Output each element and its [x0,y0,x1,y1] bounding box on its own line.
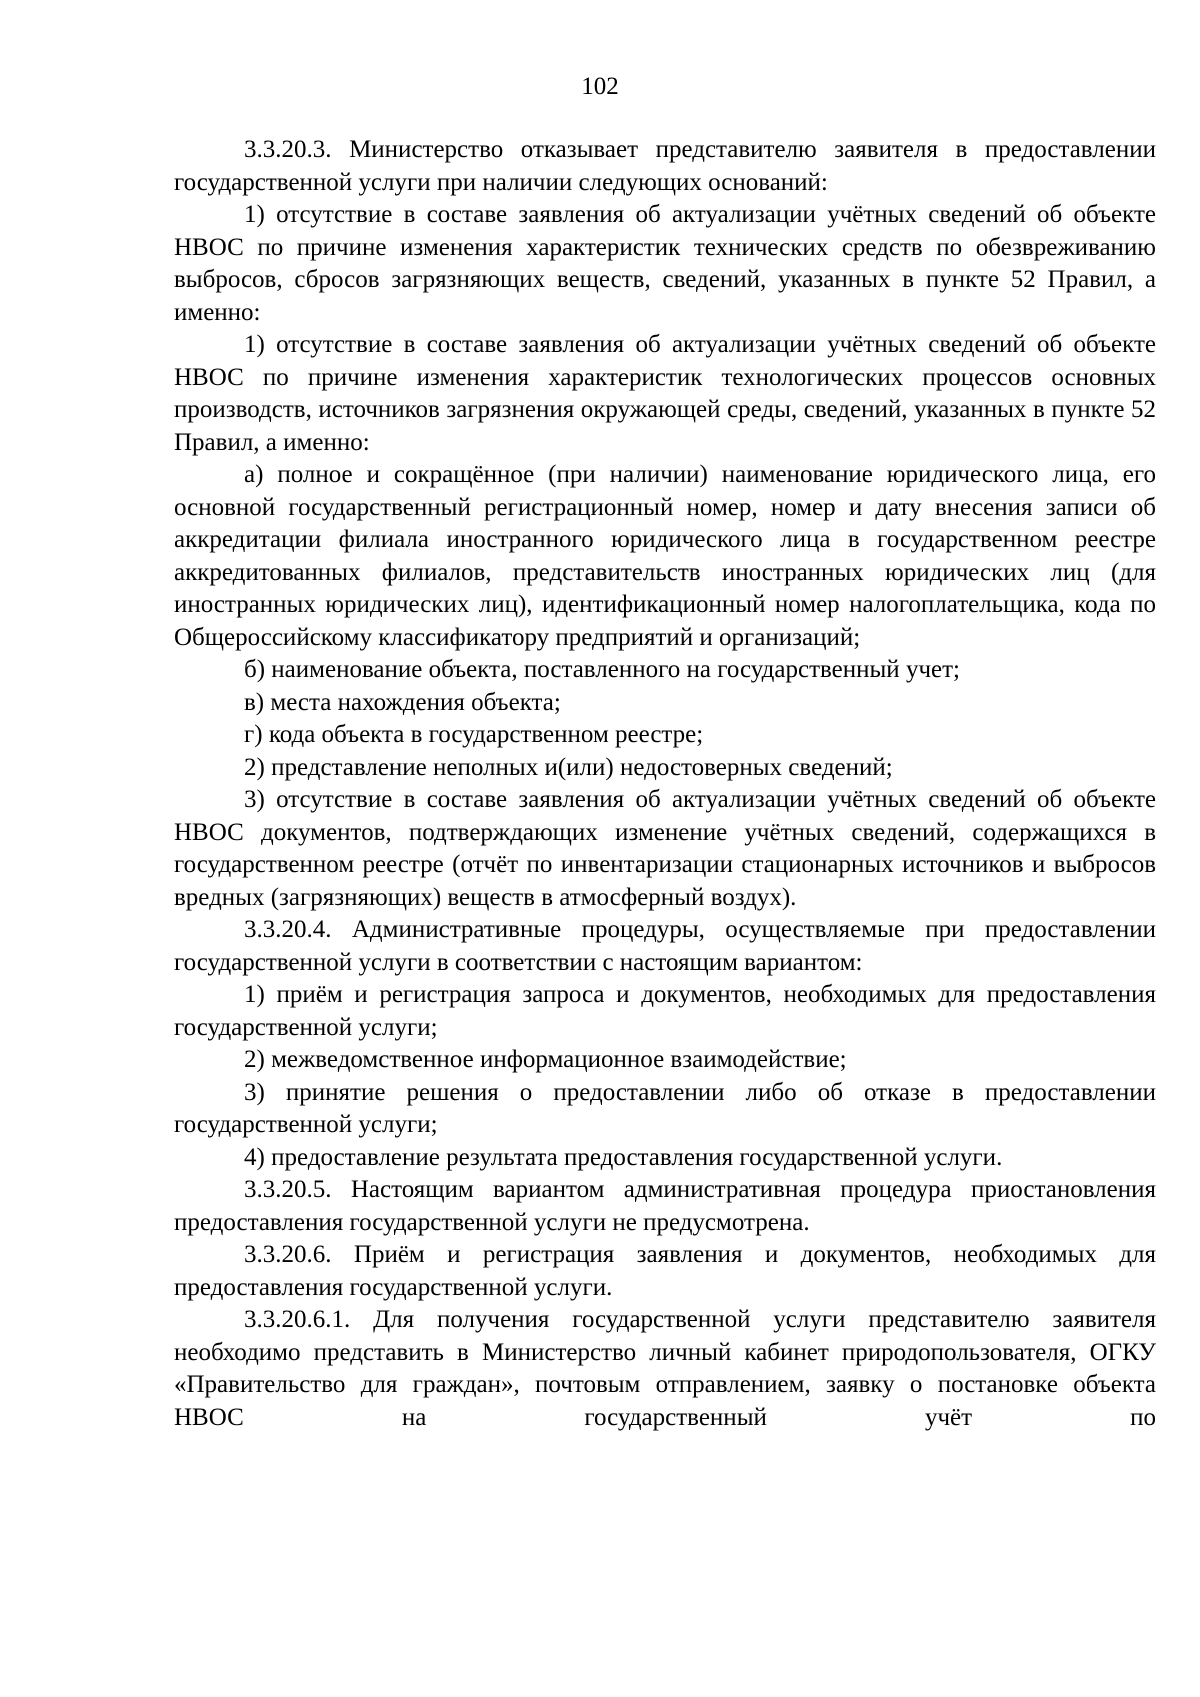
paragraph-procedure-1: 1) приём и регистрация запроса и документов, необходимых для предоставления государственной услуги; [174,981,1156,1041]
paragraph-ground-1-technological-processes: 1) отсутствие в составе заявления об актуализации учётных сведений об объекте НВОС по причине изменения характеристик технологических процессов основных производств, источников загрязнения окружающей среды, сведений, указанных в пункте 52 Правил, а именно: [174,331,1156,456]
paragraph-item-a: а) полное и сокращённое (при наличии) наименование юридического лица, его основной государственный регистрационный номер, номер и дату внесения записи об аккредитации филиала иностранного юридического лица в государственном реестре аккредитованных филиалов, представительств иностранных юридических лиц (для иностранных юридических лиц), идентификационный номер налогоплательщика, кода по Общероссийскому классификатору предприятий и организаций; [174,461,1156,651]
paragraph-3-3-20-6-1: 3.3.20.6.1. Для получения государственной услуги представителю заявителя необходимо представить в Министерство личный кабинет природопользователя, ОГКУ «Правительство для граждан», почтовым отправлением, заявку о постановке объекта НВОС на государственный учёт по [174,1306,1156,1431]
paragraph-procedure-3: 3) принятие решения о предоставлении либо об отказе в предоставлении государственной услуги; [174,1078,1156,1138]
paragraph-ground-3: 3) отсутствие в составе заявления об актуализации учётных сведений об объекте НВОС документов, подтверждающих изменение учётных сведений, содержащихся в государственном реестре (отчёт по инвентаризации стационарных источников и выбросов вредных (загрязняющих) веществ в атмосферный воздух). [174,786,1156,911]
paragraph-item-b: б) наименование объекта, поставленного на государственный учет; [244,656,960,683]
paragraph-3-3-20-5: 3.3.20.5. Настоящим вариантом административная процедура приостановления предоставления государственной услуги не предусмотрена. [174,1176,1156,1236]
page-number: 102 [581,73,619,100]
paragraph-3-3-20-6: 3.3.20.6. Приём и регистрация заявления и документов, необходимых для предоставления государственной услуги. [174,1241,1156,1301]
paragraph-3-3-20-4: 3.3.20.4. Административные процедуры, осуществляемые при предоставлении государственной услуги в соответствии с настоящим вариантом: [174,916,1156,976]
paragraph-ground-1-technical-means: 1) отсутствие в составе заявления об актуализации учётных сведений об объекте НВОС по причине изменения характеристик технических средств по обезвреживанию выбросов, сбросов загрязняющих веществ, сведений, указанных в пункте 52 Правил, а именно: [174,201,1156,326]
paragraph-3-3-20-3: 3.3.20.3. Министерство отказывает представителю заявителя в предоставлении государственной услуги при наличии следующих оснований: [174,136,1156,196]
paragraph-procedure-2: 2) межведомственное информационное взаимодействие; [244,1046,847,1073]
paragraph-ground-2: 2) представление неполных и(или) недостоверных сведений; [244,753,893,781]
paragraph-procedure-4: 4) предоставление результата предоставления государственной услуги. [244,1143,1003,1171]
paragraph-item-g: г) кода объекта в государственном реестре; [244,721,704,748]
document-body [174,134,1156,1434]
paragraph-item-v: в) места нахождения объекта; [244,688,561,716]
